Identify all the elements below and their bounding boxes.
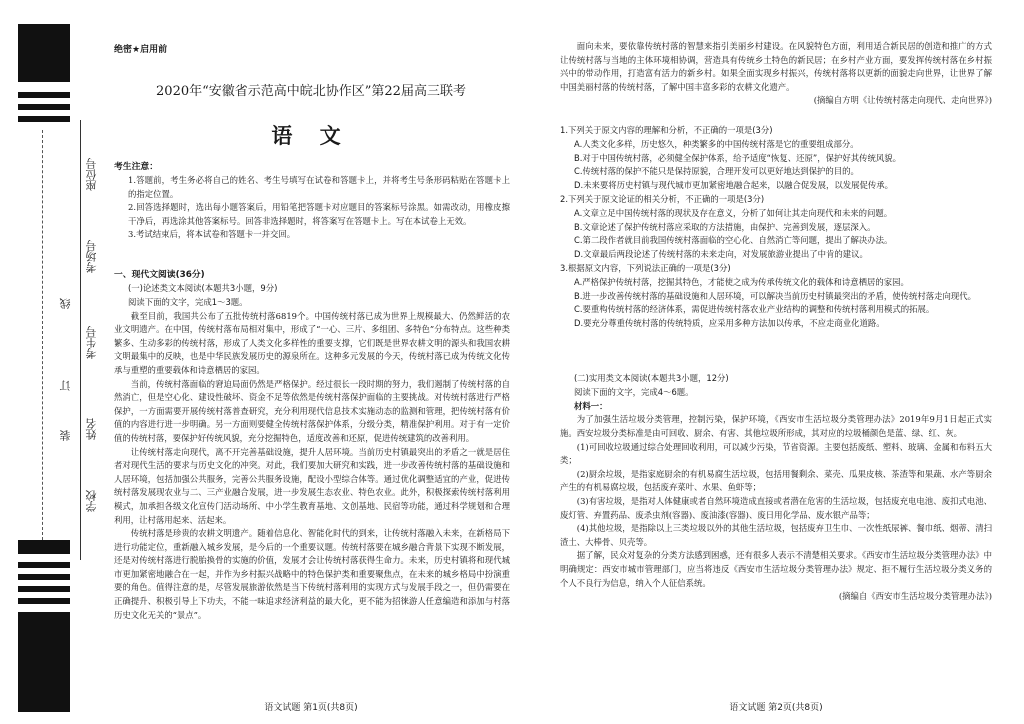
bind-mark: 装 xyxy=(59,430,72,441)
passage-paragraph: 面向未来，要依靠传统村落的智慧来指引美丽乡村建设。在风貌特色方面，利用适合新民居的创造和推广的方式让传统村落与当地的主体环境相协调，营造具有传统乡土特色的新民居；在乡村产业方面，要发挥传统村落在乡村振兴中的带动作用，打造富有活力的新乡村。如果全面实现乡村振兴，传统村落将以更新的面貌走向世界，让世界了解中国美丽村落的传统村落，了解中国丰富多彩的农耕文化遗产。 xyxy=(560,41,992,92)
subject-title: 语 文 xyxy=(271,123,351,148)
candidate-number-label: 考生号 xyxy=(85,326,98,359)
binding-band xyxy=(18,540,70,554)
binding-bar xyxy=(18,92,70,98)
question-option: B.进一步改善传统村落的基础设施和人居环境，可以解决当前历史村镇最突出的矛盾，使传统村落走向现代。 xyxy=(574,290,977,301)
binding-bar xyxy=(18,116,70,122)
source-citation: (摘编自方明《让传统村落走向现代、走向世界》) xyxy=(813,95,992,106)
line-mark: 线 xyxy=(59,298,72,309)
binding-bar xyxy=(18,574,70,580)
question-option: D.未来要将历史村镇与现代城市更加紧密地融合起来，以融合促发展，以发展促传承。 xyxy=(574,180,893,191)
question-option: C.要重构传统村落的经济体系，需促进传统村落农业产业结构的调整和传统村落利用模式的拓展。 xyxy=(574,304,935,315)
seat-number-label: 座位号 xyxy=(85,158,98,191)
questions-block xyxy=(560,124,992,331)
material-paragraph: (4)其他垃圾，是指除以上三类垃圾以外的其他生活垃圾，包括废弃卫生巾、一次性纸尿裤、餐巾纸、烟蒂、清扫渣土、大棒骨、贝壳等。 xyxy=(560,523,992,547)
reading-instruction: 阅读下面的文字，完成1～3题。 xyxy=(128,296,248,307)
binding-bar xyxy=(18,598,70,604)
left-page xyxy=(110,0,512,724)
question-stem: 2.下列关于原文论证的相关分析，不正确的一项是(3分) xyxy=(560,193,765,204)
question-stem: 1.下列关于原文内容的理解和分析，不正确的一项是(3分) xyxy=(560,125,773,135)
reading-section-2 xyxy=(560,372,992,604)
passage-paragraph: 截至目前，我国共公布了五批传统村落6819个。中国传统村落已成为世界上规模最大、仍然鲜活的农业文明遗产。在中国，传统村落布局相对集中，形成了“一心、三片、多组团、多特色”分布特点。这些种类繁多、生动多彩的传统村落，形成了人类文化多样性的重要支撑，它们既是世界农耕文明的源头和我国农耕文明最集中的反映，也是中华民族发展历史的源泉所在。这种多元发展的今天，传统村落已成为传统文化传承与重塑的重要载体和诗意栖居的家园。 xyxy=(114,310,510,375)
notice-heading: 考生注意： xyxy=(114,162,158,172)
section-heading: 一、现代文阅读(36分) xyxy=(114,270,205,280)
cut-line xyxy=(42,130,44,540)
question-option: C.第二段作者就目前我国传统村落面临的空心化、自然消亡等问题，提出了解决办法。 xyxy=(574,235,893,246)
school-label: 学校 xyxy=(85,490,98,512)
staple-mark: 订 xyxy=(59,380,72,391)
binding-strip xyxy=(0,0,100,724)
binding-bar xyxy=(18,104,70,110)
exam-title: 2020年“安徽省示范高中皖北协作区”第22届高三联考 xyxy=(156,84,466,99)
question-option: A.文章立足中国传统村落的现状及存在意义，分析了如何让其走向现代和未来的问题。 xyxy=(574,207,893,218)
material-paragraph: (1)可回收垃圾通过综合处理回收利用，可以减少污染，节省资源。主要包括废纸、塑料、玻璃、金属和布料五大类； xyxy=(560,441,992,466)
page-footer: 语文试题 第2页(共8页) xyxy=(729,703,823,713)
binding-line xyxy=(80,120,81,560)
notice-item: 2.回答选择题时，选出每小题答案后，用铅笔把答题卡对应题目的答案标号涂黑。如需改动，用橡皮擦干净后，再选涂其他答案标号。回答非选择题时，将答案写在答题卡上。写在本试卷上无效。 xyxy=(128,202,510,226)
right-page xyxy=(560,0,992,724)
notice-item: 1.答题前，考生务必将自己的姓名、考生号填写在试卷和答题卡上，并将考生号条形码粘贴在答题卡上的指定位置。 xyxy=(128,175,510,199)
question-stem: 3.根据原文内容，下列说法正确的一项是(3分) xyxy=(560,262,731,273)
name-label: 姓名 xyxy=(85,418,98,440)
material-paragraph: 据了解，民众对复杂的分类方法感到困惑，还有很多人表示不清楚相关要求。《西安市生活垃圾分类管理办法》中明确规定：西安市城市管理部门，应当将违反《西安市生活垃圾分类管理办法》规定、拒不履行生活垃圾分类义务的个人不良行为信息，纳入个人征信系统。 xyxy=(560,550,992,588)
source-citation: (摘编自《西安市生活垃圾分类管理办法》) xyxy=(838,591,992,602)
question-option: A.严格保护传统村落，挖掘其特色，才能使之成为传承传统文化的载体和诗意栖居的家园。 xyxy=(574,276,909,287)
question-option: C.传统村落的保护不能只是保持原貌，合理开发可以更好地达到保护的目的。 xyxy=(574,166,859,177)
binding-bar xyxy=(18,586,70,592)
exam-room-label: 考场号 xyxy=(85,240,98,273)
question-option: B.文章论述了保护传统村落应采取的方法措施，由保护、完善到发展，逐层深入。 xyxy=(574,221,876,232)
passage-paragraph: 让传统村落走向现代，离不开完善基础设施，提升人居环境。当前历史村镇最突出的矛盾之一就是居住者对现代生活的要求与历史文化的冲突。对此，我们要加大研究和实践，进一步改善传统村落的基础设施和人居环境，包括加强公共服务，完善公共服务设施，配设小型综合体等。通过优化调整适宜的产业，促进传统村落发展现农业与二、三产业融合发展，进一步发展生态农业、特色农业。此外，积极探索传统村落利用模式，加承担各级文化宣传门活动场所、中小学生教育基地、文创基地、民宿等功能，通过科学规划和合理利用，让村落用起来、活起来。 xyxy=(114,446,510,525)
binding-bar xyxy=(18,562,70,568)
question-option: A.人类文化多样，历史悠久，种类繁多的中国传统村落是它的重要组成部分。 xyxy=(574,138,859,149)
page-footer: 语文试题 第1页(共8页) xyxy=(264,703,358,713)
passage-continued xyxy=(560,40,992,108)
material-paragraph: 为了加强生活垃圾分类管理，控制污染，保护环境，《西安市生活垃圾分类管理办法》2019年9月1日起正式实施。西安垃圾分类标准是由可回收、厨余、有害、其他垃圾所形成，其对应的垃圾桶颜色是蓝、绿、红、灰。 xyxy=(560,414,992,438)
subsection-heading: (一)论述类文本阅读(本题共3小题，9分) xyxy=(128,283,278,293)
question-option: D.要充分尊重传统村落的传统特质，应采用多种方法加以传承，不应走商业化道路。 xyxy=(574,318,885,329)
notice-item: 3.考试结束后，将本试卷和答题卡一并交回。 xyxy=(128,229,296,240)
reading-instruction: 阅读下面的文字，完成4～6题。 xyxy=(574,386,694,397)
material-heading: 材料一： xyxy=(574,400,608,411)
notice-block xyxy=(114,160,510,242)
reading-section-1 xyxy=(114,268,510,622)
binding-band-top xyxy=(18,24,70,82)
binding-band-bottom xyxy=(18,612,70,712)
passage-paragraph: 传统村落是珍贵的农耕文明遗产。随着信息化、智能化时代的到来，让传统村落融入未来，在新格局下进行功能定位，重新融入城乡发展，是今后的一个重要议题。传统村落要在城乡融合背景下实现不断发展，还是对传统村落进行脱胎换骨的实施的价值，发展才会让传统村落获得生命力。未来，历史村镇将和现代城市更加紧密地融合在一起，并作为乡村振兴战略中的特色保护类和重要聚焦点，在未来的城乡格局中扮演重要的角色。值得注意的是，尽管发展旅游依然是当下传统村落利用的实现方式与发展手段之一，但仍需要在正确提升、积极引导上下功夫，不能一味追求经济利益的最大化，更不能为招徕游人任意编造和添加与村落历史文化无关的“景点”。 xyxy=(114,528,510,620)
question-option: D.文章最后两段论述了传统村落的未来走向，对发展旅游业提出了中肯的建议。 xyxy=(574,249,868,260)
subsection-heading: (二)实用类文本阅读(本题共3小题，12分) xyxy=(574,373,729,383)
material-paragraph: (3)有害垃圾，是指对人体健康或者自然环境造成直接或者潜在危害的生活垃圾，包括废充电电池、废扣式电池、废灯管、弃置药品、废杀虫剂(容器)、废油漆(容器)、废日用化学品、废水银产品等； xyxy=(560,495,992,520)
confidential-mark: 绝密★启用前 xyxy=(114,45,168,55)
material-paragraph: (2)厨余垃圾，是指家庭厨余的有机易腐生活垃圾，包括用餐剩余、菜壳、瓜果皮核、茶渣等和果蔬、水产等厨余产生的有机易腐垃圾，包括废弃菜叶、水果、鱼虾等； xyxy=(560,468,992,493)
question-option: B.对于中国传统村落，必须健全保护体系，给予适度“恢复、还原”，保护好其传统风貌。 xyxy=(574,152,901,163)
passage-paragraph: 当前，传统村落面临的窘迫局面仍然是严格保护。经过很长一段时期的努力，我们遏制了传统村落的自然消亡，但是空心化、建设性破坏、资金不足等依然是传统村落保护面临的主要挑战。对传统村落进行严格保护，一方面需要开展传统村落普查研究，充分利用现代信息技术实施动态的监测和管理，把传统村落有价值的内容进行进一步明确。另一方面则要健全传统村落保护体系，分级分类，精准保护利用。对于有一定价值的传统村落，要保护好传统风貌，充分挖掘特色，适度改善和还原，促进传统建筑的改善利用。 xyxy=(114,378,510,443)
